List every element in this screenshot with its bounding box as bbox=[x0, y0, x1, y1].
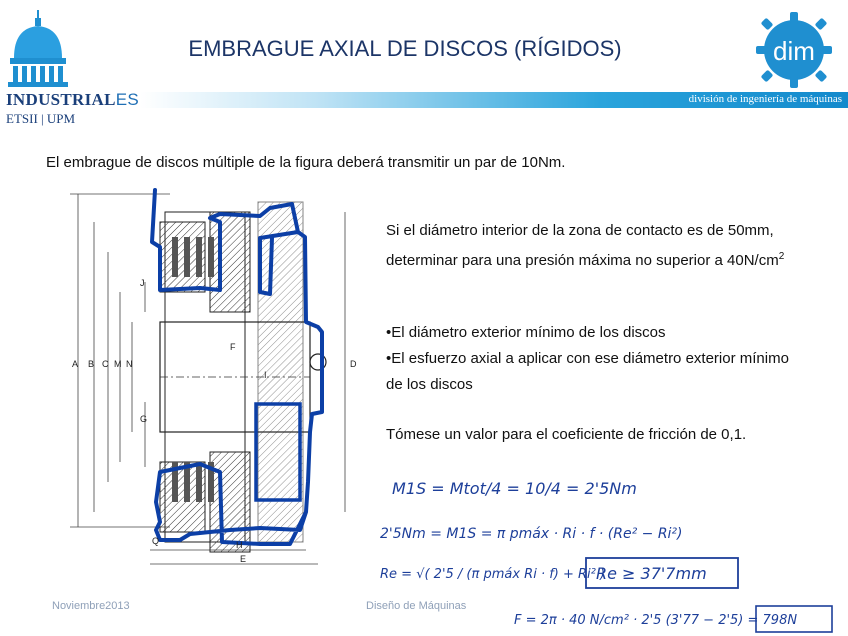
dim-label-a: A bbox=[72, 359, 79, 369]
hw-line-1: M1S = Mtot/4 = 10/4 = 2'5Nm bbox=[392, 479, 637, 498]
university-dome-logo bbox=[8, 8, 68, 88]
hw-line-4: F = 2π · 40 N/cm² · 2'5 (3'77 − 2'5) = 798N bbox=[514, 613, 798, 628]
slide-title: EMBRAGUE AXIAL DE DISCOS (RÍGIDOS) bbox=[188, 36, 622, 61]
dim-label-c: C bbox=[102, 359, 109, 369]
footer-course: Diseño de Máquinas bbox=[366, 600, 467, 612]
division-label: división de ingeniería de máquinas bbox=[688, 93, 842, 105]
footer-date: Noviembre2013 bbox=[52, 600, 130, 612]
dim-label-e: E bbox=[240, 554, 247, 564]
dim-gear-logo bbox=[752, 10, 836, 90]
dim-label-f: F bbox=[230, 342, 236, 352]
dim-label-n: N bbox=[126, 359, 133, 369]
bullet-item-diameter: •El diámetro exterior mínimo de los discos bbox=[386, 324, 666, 341]
bullet-item-axial-force: •El esfuerzo axial a aplicar con ese diámetro exterior mínimo de los discos bbox=[386, 350, 789, 393]
dim-label-j: J bbox=[140, 278, 145, 288]
question-paragraph: Si el diámetro interior de la zona de contacto es de 50mm, determinar para una presión máxima no superior a $40N/cm^2$ bbox=[386, 222, 785, 269]
dim-label-q: Q bbox=[152, 536, 160, 546]
superscript-two: 2 bbox=[778, 251, 785, 262]
dim-label-m: M bbox=[114, 359, 122, 369]
friction-note: Tómese un valor para el coeficiente de fricción de 0,1. bbox=[386, 426, 747, 443]
brand-subtitle: ETSII | UPM bbox=[6, 111, 76, 126]
hw-result-1: Re ≥ 37'7mm bbox=[596, 564, 707, 583]
hw-line-3: Re = √( 2'5 / (π pmáx Ri · f) + Ri² ) bbox=[380, 567, 606, 582]
dim-label-d: D bbox=[350, 359, 357, 369]
brand-name: INDUSTRIALES bbox=[6, 90, 140, 109]
hw-line-2: 2'5Nm = M1S = π pmáx · Ri · f · (Re² − Ri²) bbox=[380, 526, 683, 542]
dim-label-i: I bbox=[264, 370, 267, 380]
problem-statement: El embrague de discos múltiple de la figura deberá transmitir un par de 10Nm. bbox=[46, 154, 566, 171]
dim-label-g: G bbox=[140, 414, 148, 424]
bullet-list bbox=[386, 320, 806, 398]
dim-label-h: H bbox=[236, 540, 243, 550]
logo-text: dim bbox=[773, 36, 815, 66]
clutch-cross-section-drawing bbox=[60, 182, 360, 578]
dim-label-b: B bbox=[88, 359, 95, 369]
